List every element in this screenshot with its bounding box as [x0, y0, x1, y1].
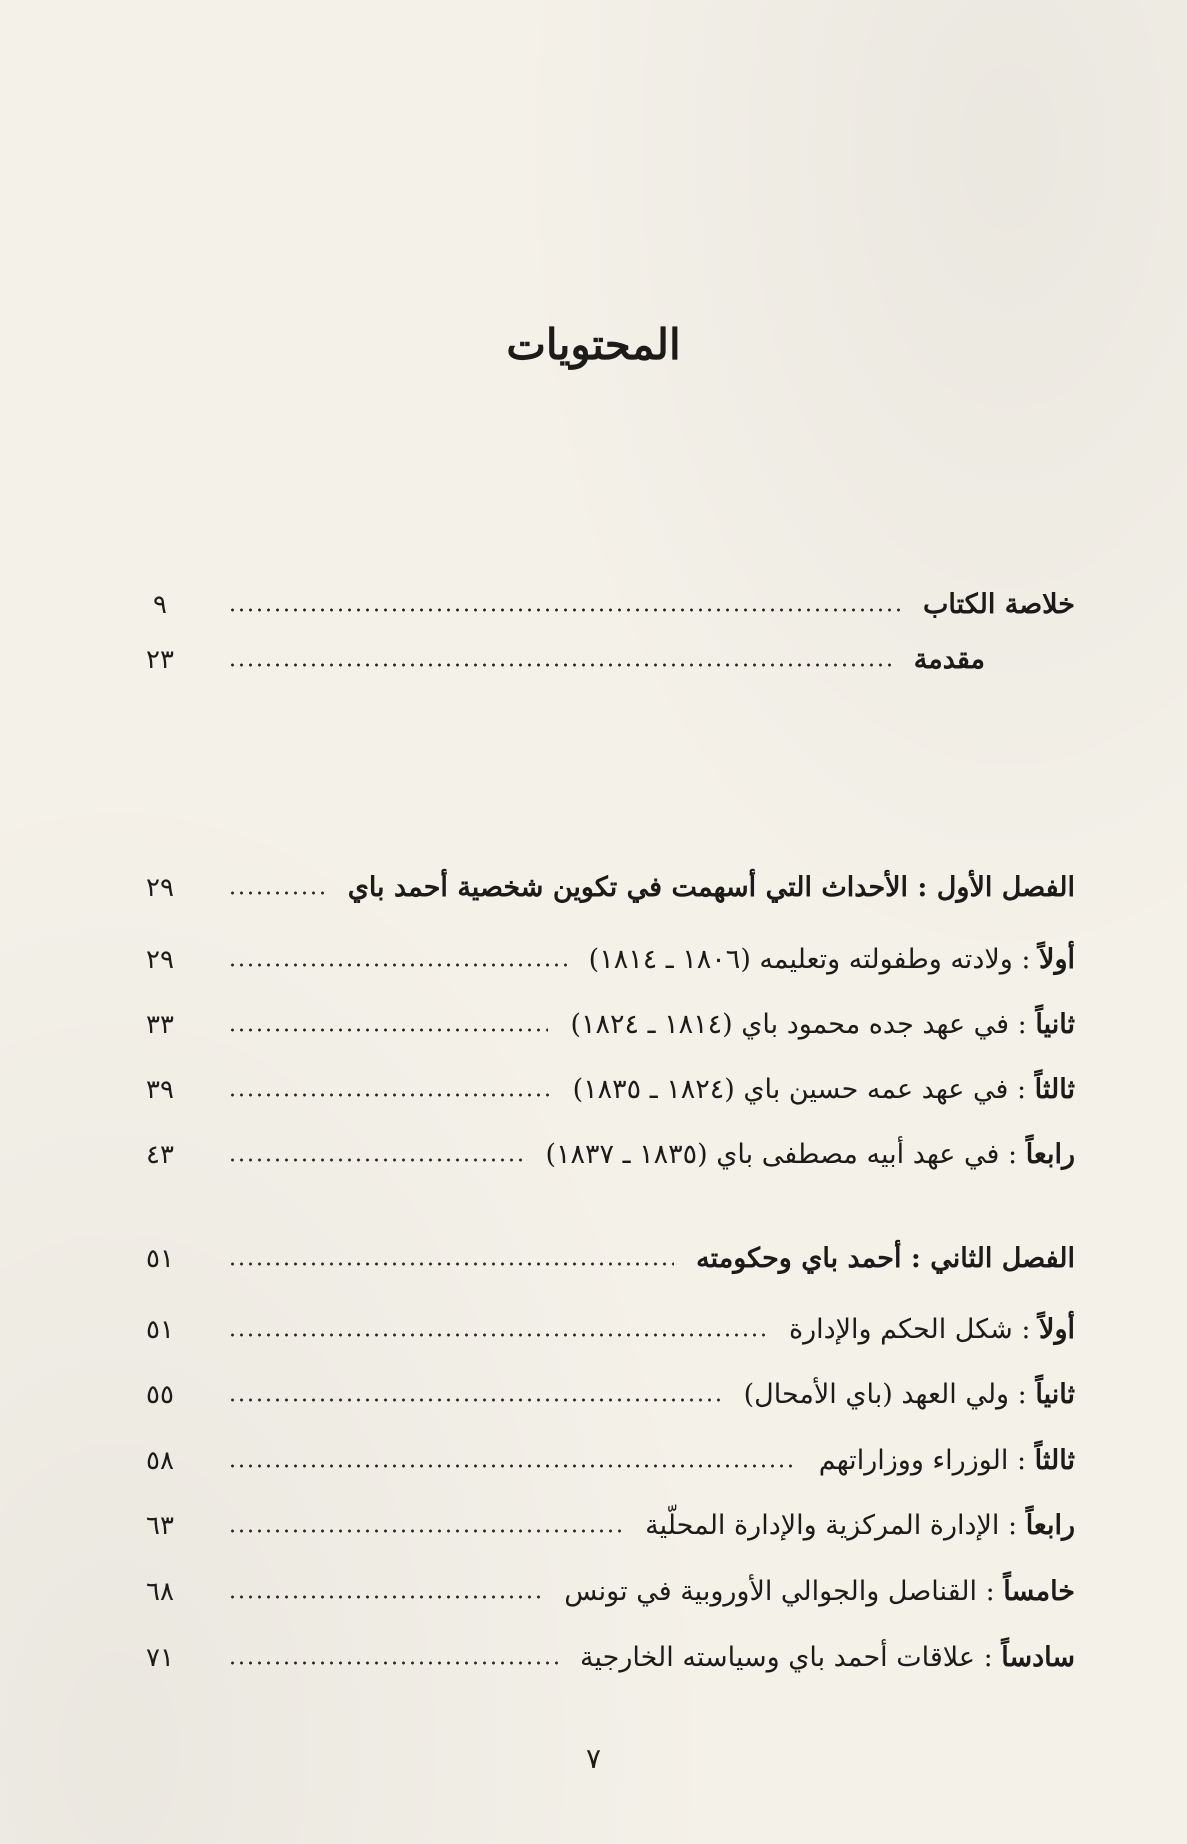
toc-entry-label: رابعاً : الإدارة المركزية والإدارة المحلّية — [645, 1510, 1075, 1541]
toc-section-entry — [130, 1068, 1075, 1112]
toc-section-title: القناصل والجوالي الأوروبية في تونس — [564, 1576, 978, 1607]
toc-page-number: ٦٣ — [146, 1511, 174, 1541]
page-number: ٧ — [585, 1742, 602, 1775]
toc-entry — [130, 583, 1075, 627]
toc-page-number: ٩ — [153, 590, 167, 620]
toc-page-number: ٣٩ — [146, 1075, 174, 1105]
toc-entry-label: الفصل الأول : الأحداث التي أسهمت في تكوين شخصية أحمد باي — [347, 872, 1075, 903]
toc-page-number: ٢٣ — [146, 645, 174, 675]
toc-entry — [130, 638, 1075, 682]
toc-page-number: ٤٣ — [146, 1140, 174, 1170]
toc-section-prefix: سادساً — [1001, 1642, 1075, 1673]
toc-leader-dots — [228, 1661, 558, 1665]
toc-section-title: في عهد أبيه مصطفى باي (١٨٣٥ ـ ١٨٣٧) — [545, 1139, 1000, 1170]
toc-section-title: ولي العهد (باي الأمحال) — [743, 1379, 1010, 1410]
toc-entry-label: سادساً : علاقات أحمد باي وسياسته الخارجية — [580, 1642, 1075, 1673]
toc-section-entry — [130, 1308, 1075, 1352]
toc-leader-dots — [228, 1028, 548, 1032]
toc-entry-label: ثانياً : ولي العهد (باي الأمحال) — [743, 1379, 1075, 1410]
toc-entry-label: أولاً : ولادته وطفولته وتعليمه (١٨٠٦ ـ ١٨١٤) — [588, 944, 1075, 975]
toc-section-title: الوزراء ووزاراتهم — [818, 1445, 1009, 1476]
toc-section-prefix: خامساً — [1003, 1576, 1075, 1607]
toc-leader-dots — [228, 963, 567, 967]
toc-section-entry — [130, 1133, 1075, 1177]
toc-page-number: ٥٨ — [146, 1446, 174, 1476]
toc-section-prefix: أولاً — [1039, 944, 1075, 975]
toc-entry-label: مقدمة — [913, 644, 985, 675]
toc-section-entry — [130, 1636, 1075, 1680]
toc-section-prefix: ثانياً — [1035, 1009, 1075, 1040]
toc-section-prefix: ثالثاً — [1034, 1074, 1075, 1105]
toc-leader-dots — [228, 608, 901, 612]
toc-section-prefix: رابعاً — [1025, 1510, 1075, 1541]
toc-page-number: ٣٣ — [146, 1010, 174, 1040]
toc-leader-dots — [228, 1093, 551, 1097]
toc-page-number: ٢٩ — [146, 945, 174, 975]
toc-section-prefix: أولاً — [1039, 1314, 1075, 1345]
toc-leader-dots — [228, 1333, 767, 1337]
toc-leader-dots — [228, 1529, 623, 1533]
toc-section-title: في عهد عمه حسين باي (١٨٢٤ ـ ١٨٣٥) — [572, 1074, 1009, 1105]
toc-leader-dots — [228, 1464, 797, 1468]
toc-section-entry — [130, 1570, 1075, 1614]
toc-entry-label: الفصل الثاني : أحمد باي وحكومته — [696, 1243, 1075, 1274]
toc-entry-label: ثالثاً : في عهد عمه حسين باي (١٨٢٤ ـ ١٨٣٥) — [572, 1074, 1075, 1105]
toc-entry-label: أولاً : شكل الحكم والإدارة — [788, 1314, 1075, 1345]
toc-page-number: ٧١ — [146, 1643, 174, 1673]
toc-leader-dots — [228, 1398, 722, 1402]
toc-section-entry — [130, 938, 1075, 982]
toc-section-entry — [130, 1373, 1075, 1417]
toc-section-entry — [130, 1439, 1075, 1483]
toc-entry-label: ثانياً : في عهد جده محمود باي (١٨١٤ ـ ١٨٢٤) — [570, 1009, 1075, 1040]
toc-section-title: علاقات أحمد باي وسياسته الخارجية — [580, 1642, 975, 1673]
toc-section-prefix: ثالثاً — [1034, 1445, 1075, 1476]
toc-page-number: ٥٥ — [146, 1380, 174, 1410]
toc-section-entry — [130, 1003, 1075, 1047]
toc-page-number: ٢٩ — [146, 873, 174, 903]
toc-chapter-entry — [130, 866, 1075, 910]
toc-section-prefix: رابعاً — [1025, 1139, 1075, 1170]
toc-section-title: شكل الحكم والإدارة — [788, 1314, 1013, 1345]
toc-page-number: ٥١ — [146, 1315, 174, 1345]
toc-leader-dots — [228, 891, 326, 895]
toc-page-number: ٥١ — [146, 1244, 174, 1274]
toc-entry-label: ثالثاً : الوزراء ووزاراتهم — [818, 1445, 1075, 1476]
toc-leader-dots — [228, 1595, 542, 1599]
toc-entry-label: رابعاً : في عهد أبيه مصطفى باي (١٨٣٥ ـ ١٨٣٧) — [545, 1139, 1075, 1170]
toc-section-prefix: ثانياً — [1035, 1379, 1075, 1410]
toc-leader-dots — [228, 1262, 674, 1266]
toc-section-title: الإدارة المركزية والإدارة المحلّية — [645, 1510, 1000, 1541]
toc-entry-label: خلاصة الكتاب — [922, 589, 1075, 620]
toc-section-entry — [130, 1504, 1075, 1548]
toc-page-number: ٦٨ — [146, 1577, 174, 1607]
toc-section-title: ولادته وطفولته وتعليمه (١٨٠٦ ـ ١٨١٤) — [588, 944, 1013, 975]
toc-leader-dots — [228, 1158, 523, 1162]
toc-leader-dots — [228, 663, 892, 667]
toc-chapter-entry — [130, 1237, 1075, 1281]
page-title: المحتويات — [506, 320, 681, 369]
toc-section-title: في عهد جده محمود باي (١٨١٤ ـ ١٨٢٤) — [570, 1009, 1010, 1040]
toc-entry-label: خامساً : القناصل والجوالي الأوروبية في تونس — [564, 1576, 1075, 1607]
